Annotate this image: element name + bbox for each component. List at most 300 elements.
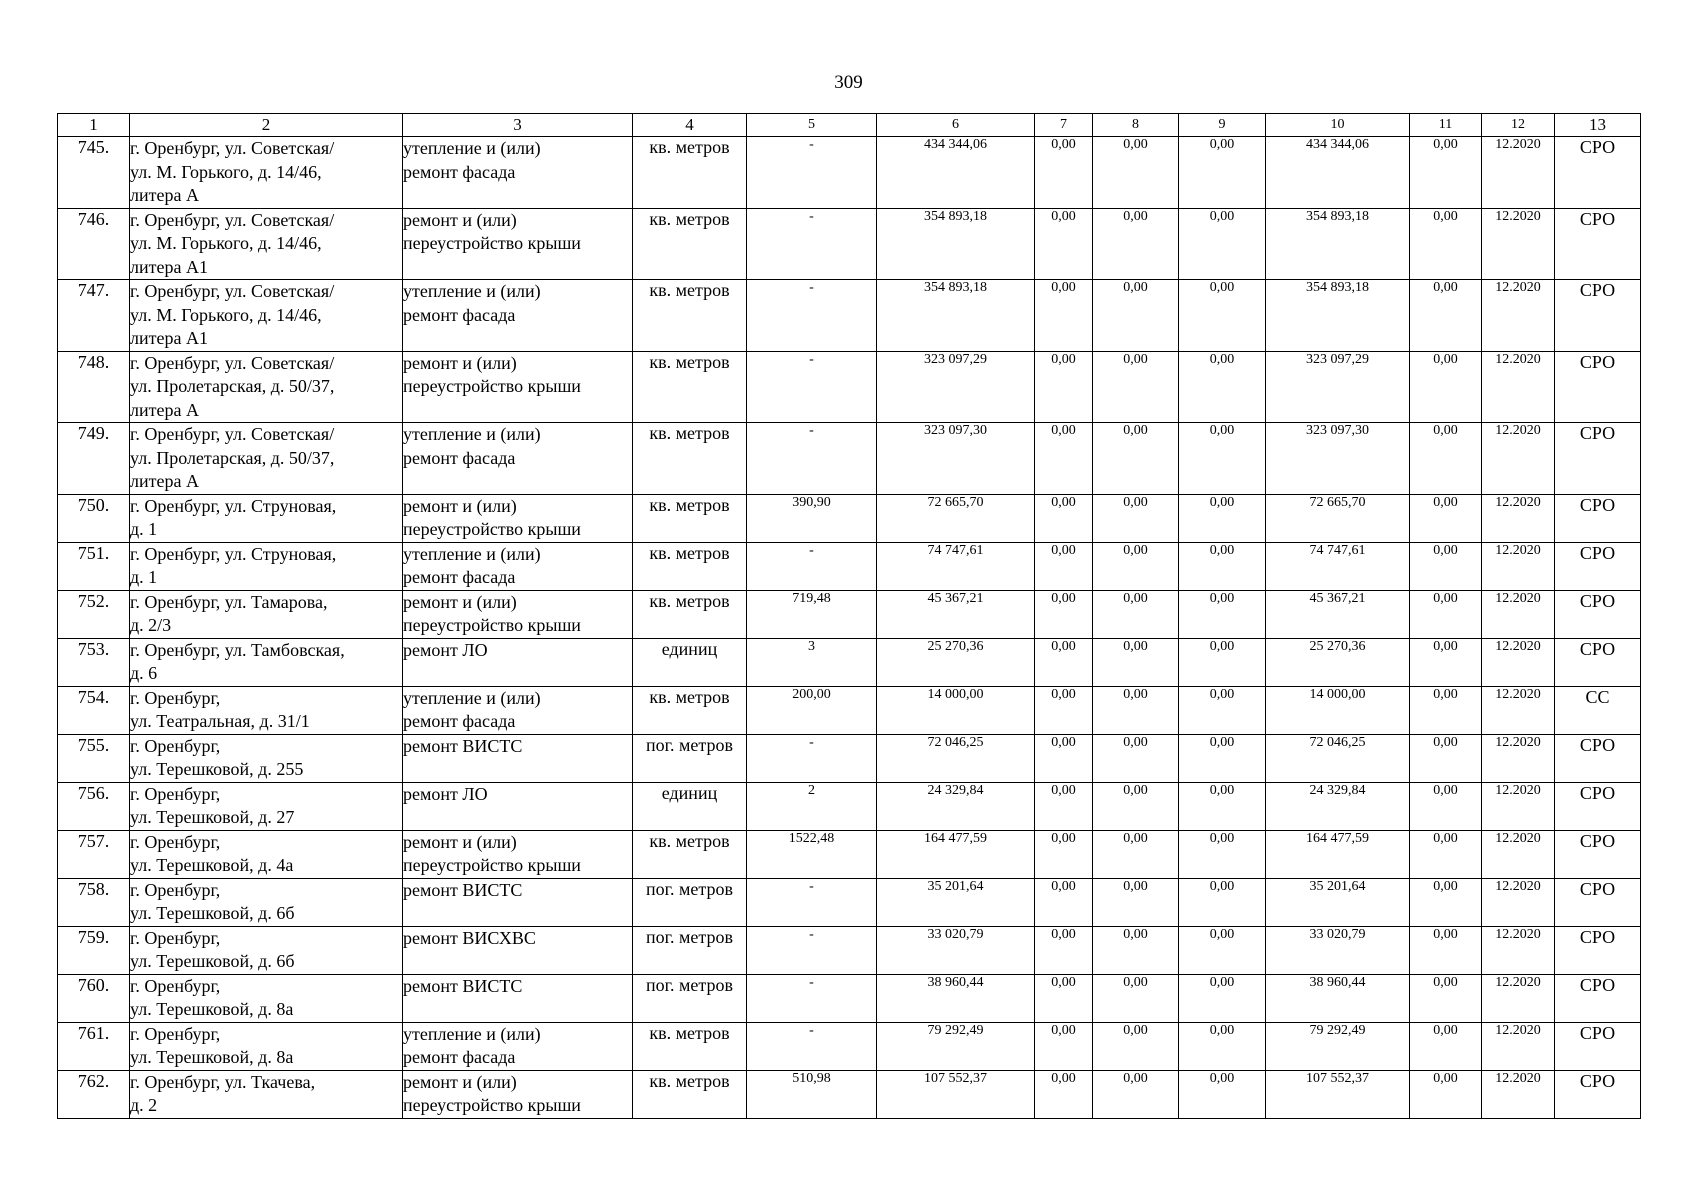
col11-cell: 0,00 (1410, 638, 1482, 686)
volume-cell: - (747, 878, 877, 926)
work-type-line: ремонт ВИСТС (403, 735, 523, 756)
work-type-line: переустройство крыши (403, 1095, 581, 1115)
address-line: г. Оренбург, ул. Тамарова, (130, 591, 328, 612)
deadline-cell: 12.2020 (1482, 686, 1555, 734)
col11-cell: 0,00 (1410, 878, 1482, 926)
work-type-cell (403, 782, 633, 830)
header-cell: 2 (130, 114, 403, 137)
table-row (58, 137, 1641, 209)
row-number-cell: 749. (58, 423, 130, 495)
work-type-line: ремонт и (или) (403, 1071, 517, 1092)
header-cell: 4 (633, 114, 747, 137)
volume-cell: - (747, 208, 877, 280)
deadline-cell: 12.2020 (1482, 638, 1555, 686)
unit-cell: кв. метров (633, 542, 747, 590)
col7-cell: 0,00 (1035, 351, 1093, 423)
row-number-cell: 750. (58, 494, 130, 542)
col11-cell: 0,00 (1410, 782, 1482, 830)
volume-cell: - (747, 280, 877, 352)
deadline-cell: 12.2020 (1482, 1022, 1555, 1070)
work-type-line: ремонт ЛО (403, 783, 488, 804)
work-type-line: ремонт ВИСТС (403, 879, 523, 900)
work-type-cell (403, 494, 633, 542)
col9-cell: 0,00 (1179, 926, 1266, 974)
unit-cell: единиц (633, 638, 747, 686)
work-type-line: переустройство крыши (403, 233, 581, 253)
address-line: ул. Терешковой, д. 4а (130, 855, 294, 875)
row-number-cell: 759. (58, 926, 130, 974)
total-cost-cell: 72 046,25 (877, 734, 1035, 782)
col7-cell: 0,00 (1035, 926, 1093, 974)
deadline-cell: 12.2020 (1482, 1070, 1555, 1118)
col10-cell: 24 329,84 (1266, 782, 1410, 830)
col11-cell: 0,00 (1410, 351, 1482, 423)
row-number-cell: 752. (58, 590, 130, 638)
deadline-cell: 12.2020 (1482, 208, 1555, 280)
col8-cell: 0,00 (1093, 782, 1179, 830)
col10-cell: 79 292,49 (1266, 1022, 1410, 1070)
work-type-cell (403, 830, 633, 878)
work-type-line: переустройство крыши (403, 855, 581, 875)
volume-cell: - (747, 734, 877, 782)
address-cell (130, 782, 403, 830)
col7-cell: 0,00 (1035, 974, 1093, 1022)
total-cost-cell: 354 893,18 (877, 208, 1035, 280)
col10-cell: 323 097,30 (1266, 423, 1410, 495)
total-cost-cell: 38 960,44 (877, 974, 1035, 1022)
row-number-cell: 746. (58, 208, 130, 280)
col7-cell: 0,00 (1035, 137, 1093, 209)
volume-cell: 200,00 (747, 686, 877, 734)
col7-cell: 0,00 (1035, 782, 1093, 830)
col11-cell: 0,00 (1410, 137, 1482, 209)
deadline-cell: 12.2020 (1482, 280, 1555, 352)
funding-code-cell: СРО (1555, 830, 1641, 878)
address-line: г. Оренбург, ул. Советская/ (130, 209, 335, 230)
funding-code-cell: СРО (1555, 423, 1641, 495)
col7-cell: 0,00 (1035, 734, 1093, 782)
funding-code-cell: СРО (1555, 1070, 1641, 1118)
volume-cell: 390,90 (747, 494, 877, 542)
col7-cell: 0,00 (1035, 830, 1093, 878)
total-cost-cell: 35 201,64 (877, 878, 1035, 926)
address-line: г. Оренбург, (130, 687, 221, 708)
col11-cell: 0,00 (1410, 686, 1482, 734)
col10-cell: 74 747,61 (1266, 542, 1410, 590)
col8-cell: 0,00 (1093, 280, 1179, 352)
table-row (58, 590, 1641, 638)
volume-cell: - (747, 926, 877, 974)
total-cost-cell: 434 344,06 (877, 137, 1035, 209)
col8-cell: 0,00 (1093, 974, 1179, 1022)
unit-cell: кв. метров (633, 208, 747, 280)
row-number-cell: 747. (58, 280, 130, 352)
funding-code-cell: СРО (1555, 974, 1641, 1022)
header-cell: 10 (1266, 114, 1410, 137)
table-row (58, 280, 1641, 352)
deadline-cell: 12.2020 (1482, 423, 1555, 495)
col8-cell: 0,00 (1093, 590, 1179, 638)
work-type-line: ремонт фасада (403, 447, 516, 468)
header-cell: 11 (1410, 114, 1482, 137)
address-cell (130, 638, 403, 686)
col10-cell: 14 000,00 (1266, 686, 1410, 734)
address-line: г. Оренбург, (130, 831, 221, 852)
page-number: 309 (834, 72, 863, 93)
unit-cell: пог. метров (633, 926, 747, 974)
col11-cell: 0,00 (1410, 830, 1482, 878)
address-line: ул. Терешковой, д. 6б (130, 951, 295, 971)
volume-cell: - (747, 1022, 877, 1070)
table-row (58, 1070, 1641, 1118)
col10-cell: 38 960,44 (1266, 974, 1410, 1022)
col10-cell: 354 893,18 (1266, 208, 1410, 280)
row-number-cell: 748. (58, 351, 130, 423)
table-row (58, 542, 1641, 590)
address-line: г. Оренбург, (130, 927, 221, 948)
address-cell (130, 926, 403, 974)
address-line: г. Оренбург, ул. Советская/ (130, 424, 335, 444)
address-line: литера А (130, 471, 199, 491)
funding-code-cell: СРО (1555, 1022, 1641, 1070)
unit-cell: кв. метров (633, 1070, 747, 1118)
deadline-cell: 12.2020 (1482, 351, 1555, 423)
address-line: г. Оренбург, ул. Ткачева, (130, 1071, 316, 1092)
row-number-cell: 745. (58, 137, 130, 209)
address-cell (130, 494, 403, 542)
total-cost-cell: 354 893,18 (877, 280, 1035, 352)
funding-code-cell: СРО (1555, 208, 1641, 280)
work-type-cell (403, 638, 633, 686)
col10-cell: 434 344,06 (1266, 137, 1410, 209)
col7-cell: 0,00 (1035, 878, 1093, 926)
work-type-line: ремонт ВИСТС (403, 975, 523, 996)
col11-cell: 0,00 (1410, 208, 1482, 280)
volume-cell: 1522,48 (747, 830, 877, 878)
col8-cell: 0,00 (1093, 878, 1179, 926)
address-cell (130, 734, 403, 782)
volume-cell: - (747, 351, 877, 423)
col8-cell: 0,00 (1093, 830, 1179, 878)
col8-cell: 0,00 (1093, 137, 1179, 209)
address-cell (130, 208, 403, 280)
table-row (58, 494, 1641, 542)
funding-code-cell: СРО (1555, 494, 1641, 542)
total-cost-cell: 79 292,49 (877, 1022, 1035, 1070)
volume-cell: 719,48 (747, 590, 877, 638)
table-row (58, 686, 1641, 734)
volume-cell: 2 (747, 782, 877, 830)
unit-cell: кв. метров (633, 686, 747, 734)
work-type-cell (403, 542, 633, 590)
col7-cell: 0,00 (1035, 1022, 1093, 1070)
col10-cell: 72 665,70 (1266, 494, 1410, 542)
address-line: д. 1 (130, 519, 158, 539)
work-type-cell (403, 137, 633, 209)
address-cell (130, 974, 403, 1022)
address-line: д. 6 (130, 663, 158, 683)
address-cell (130, 878, 403, 926)
work-type-line: ремонт и (или) (403, 352, 517, 373)
deadline-cell: 12.2020 (1482, 782, 1555, 830)
total-cost-cell: 33 020,79 (877, 926, 1035, 974)
work-type-line: утепление и (или) (403, 1023, 541, 1044)
total-cost-cell: 74 747,61 (877, 542, 1035, 590)
col7-cell: 0,00 (1035, 280, 1093, 352)
work-type-cell (403, 974, 633, 1022)
col7-cell: 0,00 (1035, 494, 1093, 542)
col10-cell: 33 020,79 (1266, 926, 1410, 974)
work-type-cell (403, 208, 633, 280)
col10-cell: 323 097,29 (1266, 351, 1410, 423)
col10-cell: 354 893,18 (1266, 280, 1410, 352)
volume-cell: 510,98 (747, 1070, 877, 1118)
total-cost-cell: 24 329,84 (877, 782, 1035, 830)
volume-cell: 3 (747, 638, 877, 686)
address-line: г. Оренбург, ул. Советская/ (130, 281, 335, 301)
row-number-cell: 761. (58, 1022, 130, 1070)
volume-cell: - (747, 542, 877, 590)
col7-cell: 0,00 (1035, 1070, 1093, 1118)
address-cell (130, 590, 403, 638)
funding-code-cell: СРО (1555, 351, 1641, 423)
address-line: ул. Терешковой, д. 255 (130, 759, 304, 779)
col7-cell: 0,00 (1035, 542, 1093, 590)
address-line: ул. М. Горького, д. 14/46, (130, 161, 322, 182)
work-type-cell (403, 280, 633, 352)
work-type-line: ремонт фасада (403, 711, 516, 731)
header-cell: 1 (58, 114, 130, 137)
address-line: ул. Терешковой, д. 27 (130, 807, 295, 827)
col11-cell: 0,00 (1410, 1070, 1482, 1118)
address-line: ул. М. Горького, д. 14/46, (130, 233, 322, 253)
address-line: ул. Пролетарская, д. 50/37, (130, 447, 335, 468)
col11-cell: 0,00 (1410, 280, 1482, 352)
total-cost-cell: 14 000,00 (877, 686, 1035, 734)
col7-cell: 0,00 (1035, 590, 1093, 638)
volume-cell: - (747, 423, 877, 495)
col10-cell: 25 270,36 (1266, 638, 1410, 686)
table-row (58, 830, 1641, 878)
col10-cell: 35 201,64 (1266, 878, 1410, 926)
funding-code-cell: СРО (1555, 926, 1641, 974)
col9-cell: 0,00 (1179, 638, 1266, 686)
table-row (58, 782, 1641, 830)
total-cost-cell: 72 665,70 (877, 494, 1035, 542)
address-line: ул. Пролетарская, д. 50/37, (130, 376, 335, 396)
col9-cell: 0,00 (1179, 974, 1266, 1022)
col11-cell: 0,00 (1410, 1022, 1482, 1070)
unit-cell: пог. метров (633, 734, 747, 782)
col11-cell: 0,00 (1410, 590, 1482, 638)
col10-cell: 72 046,25 (1266, 734, 1410, 782)
col9-cell: 0,00 (1179, 782, 1266, 830)
col8-cell: 0,00 (1093, 734, 1179, 782)
col11-cell: 0,00 (1410, 542, 1482, 590)
unit-cell: единиц (633, 782, 747, 830)
address-cell (130, 137, 403, 209)
header-cell: 6 (877, 114, 1035, 137)
table-row (58, 926, 1641, 974)
funding-code-cell: СРО (1555, 280, 1641, 352)
work-type-line: ремонт и (или) (403, 831, 517, 852)
work-type-line: переустройство крыши (403, 519, 581, 539)
row-number-cell: 757. (58, 830, 130, 878)
row-number-cell: 753. (58, 638, 130, 686)
funding-code-cell: СРО (1555, 590, 1641, 638)
col9-cell: 0,00 (1179, 542, 1266, 590)
row-number-cell: 756. (58, 782, 130, 830)
address-line: ул. Театральная, д. 31/1 (130, 711, 310, 731)
address-line: г. Оренбург, (130, 783, 221, 804)
work-type-cell (403, 423, 633, 495)
unit-cell: кв. метров (633, 590, 747, 638)
work-type-line: переустройство крыши (403, 376, 581, 396)
row-number-cell: 758. (58, 878, 130, 926)
col9-cell: 0,00 (1179, 494, 1266, 542)
col8-cell: 0,00 (1093, 1070, 1179, 1118)
work-type-line: ремонт фасада (403, 567, 516, 587)
work-type-line: ремонт ЛО (403, 639, 488, 660)
work-type-line: утепление и (или) (403, 687, 541, 708)
header-cell: 9 (1179, 114, 1266, 137)
col8-cell: 0,00 (1093, 638, 1179, 686)
work-type-cell (403, 878, 633, 926)
work-type-line: ремонт фасада (403, 304, 516, 325)
address-line: д. 1 (130, 567, 158, 587)
funding-code-cell: СРО (1555, 782, 1641, 830)
repair-register-table (57, 113, 1641, 1119)
total-cost-cell: 107 552,37 (877, 1070, 1035, 1118)
address-line: г. Оренбург, ул. Советская/ (130, 352, 335, 373)
deadline-cell: 12.2020 (1482, 542, 1555, 590)
header-cell: 13 (1555, 114, 1641, 137)
funding-code-cell: СРО (1555, 638, 1641, 686)
col11-cell: 0,00 (1410, 974, 1482, 1022)
unit-cell: пог. метров (633, 878, 747, 926)
col8-cell: 0,00 (1093, 208, 1179, 280)
row-number-cell: 755. (58, 734, 130, 782)
address-line: д. 2/3 (130, 615, 172, 635)
col7-cell: 0,00 (1035, 638, 1093, 686)
row-number-cell: 754. (58, 686, 130, 734)
work-type-line: ремонт и (или) (403, 209, 517, 230)
deadline-cell: 12.2020 (1482, 974, 1555, 1022)
col10-cell: 164 477,59 (1266, 830, 1410, 878)
col9-cell: 0,00 (1179, 1070, 1266, 1118)
unit-cell: кв. метров (633, 1022, 747, 1070)
work-type-line: утепление и (или) (403, 543, 541, 564)
col9-cell: 0,00 (1179, 590, 1266, 638)
work-type-line: утепление и (или) (403, 138, 541, 158)
col8-cell: 0,00 (1093, 926, 1179, 974)
work-type-cell (403, 926, 633, 974)
volume-cell: - (747, 974, 877, 1022)
work-type-cell (403, 734, 633, 782)
funding-code-cell: СРО (1555, 878, 1641, 926)
col8-cell: 0,00 (1093, 423, 1179, 495)
work-type-cell (403, 1070, 633, 1118)
address-line: литера А1 (130, 328, 208, 348)
table-row (58, 1022, 1641, 1070)
deadline-cell: 12.2020 (1482, 830, 1555, 878)
row-number-cell: 760. (58, 974, 130, 1022)
unit-cell: кв. метров (633, 423, 747, 495)
unit-cell: кв. метров (633, 830, 747, 878)
work-type-line: ремонт фасада (403, 161, 516, 182)
total-cost-cell: 323 097,29 (877, 351, 1035, 423)
funding-code-cell: СРО (1555, 137, 1641, 209)
header-cell: 3 (403, 114, 633, 137)
col8-cell: 0,00 (1093, 686, 1179, 734)
table-row (58, 974, 1641, 1022)
header-cell: 12 (1482, 114, 1555, 137)
col11-cell: 0,00 (1410, 734, 1482, 782)
unit-cell: кв. метров (633, 137, 747, 209)
unit-cell: пог. метров (633, 974, 747, 1022)
address-line: литера А (130, 185, 199, 205)
table-row (58, 208, 1641, 280)
work-type-cell (403, 1022, 633, 1070)
address-line: литера А1 (130, 256, 208, 277)
address-line: ул. Терешковой, д. 8а (130, 999, 294, 1019)
table-body (58, 137, 1641, 1119)
address-line: г. Оренбург, ул. Струновая, (130, 495, 337, 516)
address-line: г. Оренбург, (130, 1023, 221, 1044)
deadline-cell: 12.2020 (1482, 494, 1555, 542)
table-row (58, 423, 1641, 495)
funding-code-cell: СРО (1555, 734, 1641, 782)
work-type-line: ремонт и (или) (403, 591, 517, 612)
col8-cell: 0,00 (1093, 494, 1179, 542)
funding-code-cell: СРО (1555, 542, 1641, 590)
work-type-line: ремонт ВИСХВС (403, 927, 536, 948)
address-line: ул. М. Горького, д. 14/46, (130, 304, 322, 325)
col8-cell: 0,00 (1093, 542, 1179, 590)
address-line: ул. Терешковой, д. 8а (130, 1047, 294, 1067)
work-type-cell (403, 351, 633, 423)
col10-cell: 107 552,37 (1266, 1070, 1410, 1118)
column-number-header-row (58, 114, 1641, 137)
table-row (58, 638, 1641, 686)
col9-cell: 0,00 (1179, 423, 1266, 495)
row-number-cell: 751. (58, 542, 130, 590)
col10-cell: 45 367,21 (1266, 590, 1410, 638)
col9-cell: 0,00 (1179, 734, 1266, 782)
work-type-line: утепление и (или) (403, 424, 541, 444)
header-cell: 5 (747, 114, 877, 137)
total-cost-cell: 25 270,36 (877, 638, 1035, 686)
header-cell: 8 (1093, 114, 1179, 137)
total-cost-cell: 323 097,30 (877, 423, 1035, 495)
table-row (58, 878, 1641, 926)
deadline-cell: 12.2020 (1482, 878, 1555, 926)
address-line: г. Оренбург, ул. Советская/ (130, 138, 335, 158)
col9-cell: 0,00 (1179, 878, 1266, 926)
deadline-cell: 12.2020 (1482, 734, 1555, 782)
address-cell (130, 1022, 403, 1070)
address-cell (130, 686, 403, 734)
address-line: г. Оренбург, ул. Тамбовская, (130, 639, 345, 660)
deadline-cell: 12.2020 (1482, 137, 1555, 209)
address-cell (130, 542, 403, 590)
col11-cell: 0,00 (1410, 926, 1482, 974)
deadline-cell: 12.2020 (1482, 926, 1555, 974)
address-line: г. Оренбург, (130, 975, 221, 996)
unit-cell: кв. метров (633, 280, 747, 352)
volume-cell: - (747, 137, 877, 209)
funding-code-cell: СС (1555, 686, 1641, 734)
